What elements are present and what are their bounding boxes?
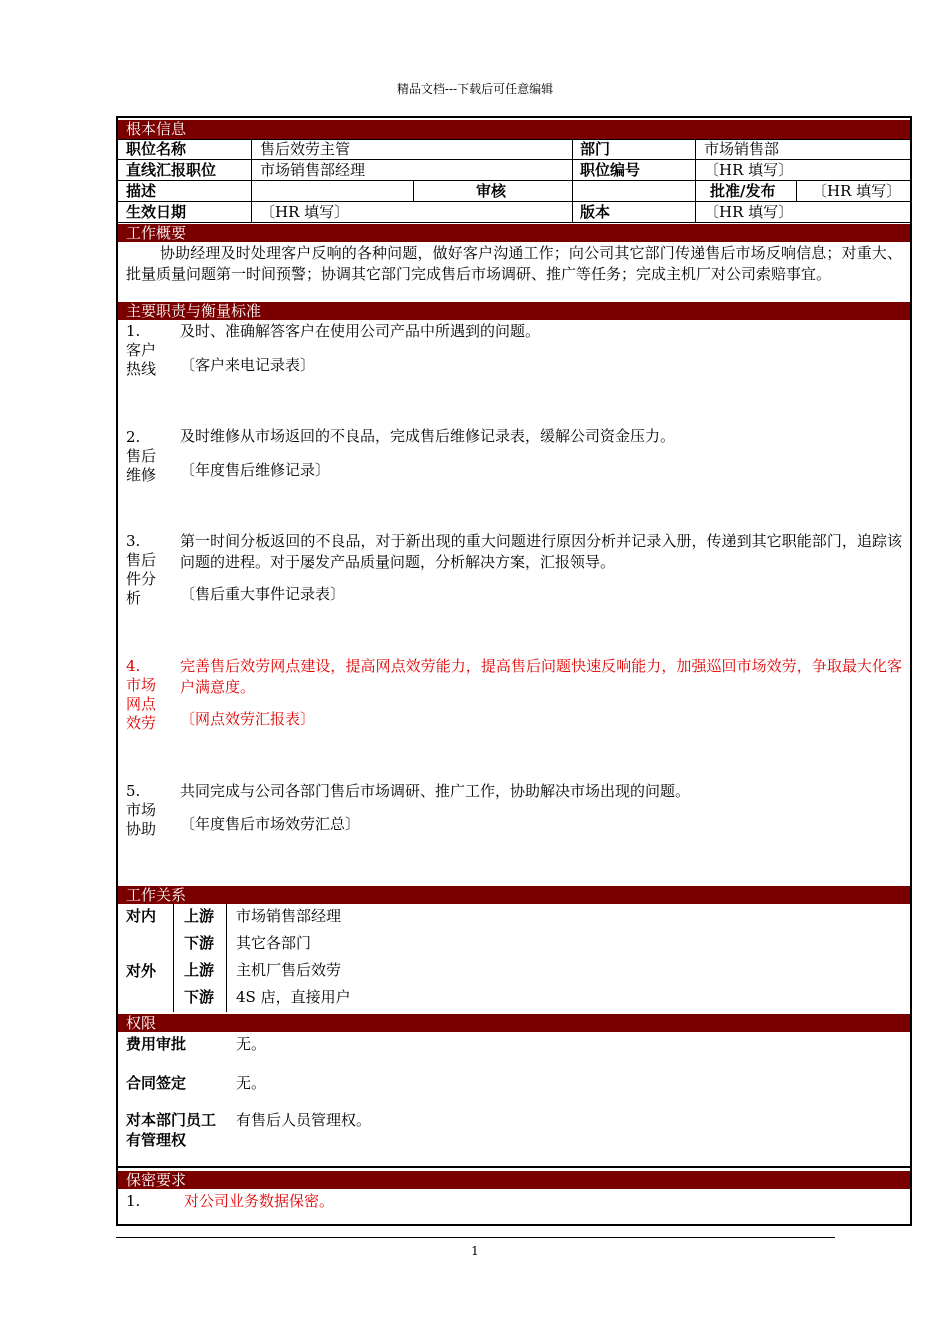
- relation-direction: 下游: [184, 934, 215, 952]
- relation-party: 其它各部门: [236, 934, 312, 952]
- position-no-value: 〔HR 填写〕: [704, 161, 794, 179]
- duty-record-form: 〔网点效劳汇报表〕: [180, 710, 316, 728]
- confidential-number: 1.: [126, 1192, 141, 1210]
- position-no-label: 职位编号: [580, 161, 641, 179]
- duty-name: 客户热线: [126, 341, 157, 378]
- version-label: 版本: [580, 203, 611, 221]
- duty-text: 共同完成与公司各部门售后市场调研、推广工作，协助解决市场出现的问题。: [180, 782, 691, 800]
- duty-name: 市场协助: [126, 801, 157, 838]
- department-label: 部门: [580, 140, 611, 158]
- approve-label: 批准/发布: [710, 182, 776, 200]
- duty-record-form: 〔年度售后维修记录〕: [180, 461, 331, 479]
- duty-number: 2.: [126, 428, 141, 446]
- relation-party: 市场销售部经理: [236, 907, 342, 925]
- authority-value: 无。: [236, 1035, 267, 1053]
- describe-label: 描述: [126, 182, 157, 200]
- position-name-label: 职位名称: [126, 140, 187, 158]
- page-number: 1: [471, 1244, 479, 1258]
- external-label: 对外: [126, 962, 157, 980]
- position-name-value: 售后效劳主管: [260, 140, 351, 158]
- internal-label: 对内: [126, 907, 157, 925]
- authority-label: 合同签定: [126, 1074, 187, 1092]
- duty-text: 及时维修从市场返回的不良品，完成售后维修记录表，缓解公司资金压力。: [180, 427, 676, 445]
- duty-number: 5.: [126, 782, 141, 800]
- duty-record-form: 〔客户来电记录表〕: [180, 356, 316, 374]
- report-to-value: 市场销售部经理: [260, 161, 366, 179]
- department-value: 市场销售部: [704, 140, 780, 158]
- header-note: 精品文档---下载后可任意编辑: [396, 82, 554, 96]
- authority-label: 费用审批: [126, 1035, 187, 1053]
- section-relations: 工作关系: [118, 886, 910, 904]
- authority-label: 对本部门员工有管理权: [126, 1111, 217, 1149]
- section-duties: 主要职责与衡量标准: [118, 302, 910, 320]
- duty-name: 市场网点效劳: [126, 676, 157, 732]
- review-label: 审核: [476, 182, 507, 200]
- version-value: 〔HR 填写〕: [704, 203, 794, 221]
- duty-number: 3.: [126, 532, 141, 550]
- footer-divider: [116, 1237, 835, 1238]
- job-description-form: [116, 116, 912, 1226]
- duty-record-form: 〔售后重大事件记录表〕: [180, 585, 346, 603]
- duty-text: 完善售后效劳网点建设，提高网点效劳能力，提高售后问题快速反响能力，加强巡回市场效劳，争取最大化客户满意度。: [180, 657, 902, 696]
- section-confidential: 保密要求: [118, 1171, 910, 1189]
- relation-direction: 上游: [184, 961, 215, 979]
- overview-text: 协助经理及时处理客户反响的各种问题，做好客户沟通工作；向公司其它部门传递售后市场反响信息；对重大、批量质量问题第一时间预警；协调其它部门完成售后市场调研、推广等任务；完成主机厂对公司索赔事宜。: [126, 244, 902, 283]
- duty-number: 1.: [126, 322, 141, 340]
- relation-party: 4S 店，直接用户: [236, 988, 351, 1006]
- duty-name: 售后件分析: [126, 551, 157, 607]
- authority-value: 无。: [236, 1074, 267, 1092]
- relation-party: 主机厂售后效劳: [236, 961, 342, 979]
- duty-text: 及时、准确解答客户在使用公司产品中所遇到的问题。: [180, 322, 541, 340]
- effective-date-value: 〔HR 填写〕: [260, 203, 350, 221]
- duty-record-form: 〔年度售后市场效劳汇总〕: [180, 815, 361, 833]
- relation-direction: 上游: [184, 907, 215, 925]
- duty-number: 4.: [126, 657, 141, 675]
- section-basic-info: 根本信息: [118, 120, 910, 139]
- confidential-text: 对公司业务数据保密。: [184, 1192, 335, 1210]
- duty-text: 第一时间分板返回的不良品，对于新出现的重大问题进行原因分析并记录入册，传递到其它职能部门，追踪该问题的进程。对于屡发产品质量问题，分析解决方案，汇报领导。: [180, 532, 902, 571]
- duty-name: 售后维修: [126, 447, 157, 484]
- authority-value: 有售后人员管理权。: [236, 1111, 372, 1129]
- section-overview: 工作概要: [118, 224, 910, 242]
- approve-value: 〔HR 填写〕: [812, 182, 902, 200]
- section-authority: 权限: [118, 1014, 910, 1032]
- effective-date-label: 生效日期: [126, 203, 187, 221]
- report-to-label: 直线汇报职位: [126, 161, 217, 179]
- relation-direction: 下游: [184, 988, 215, 1006]
